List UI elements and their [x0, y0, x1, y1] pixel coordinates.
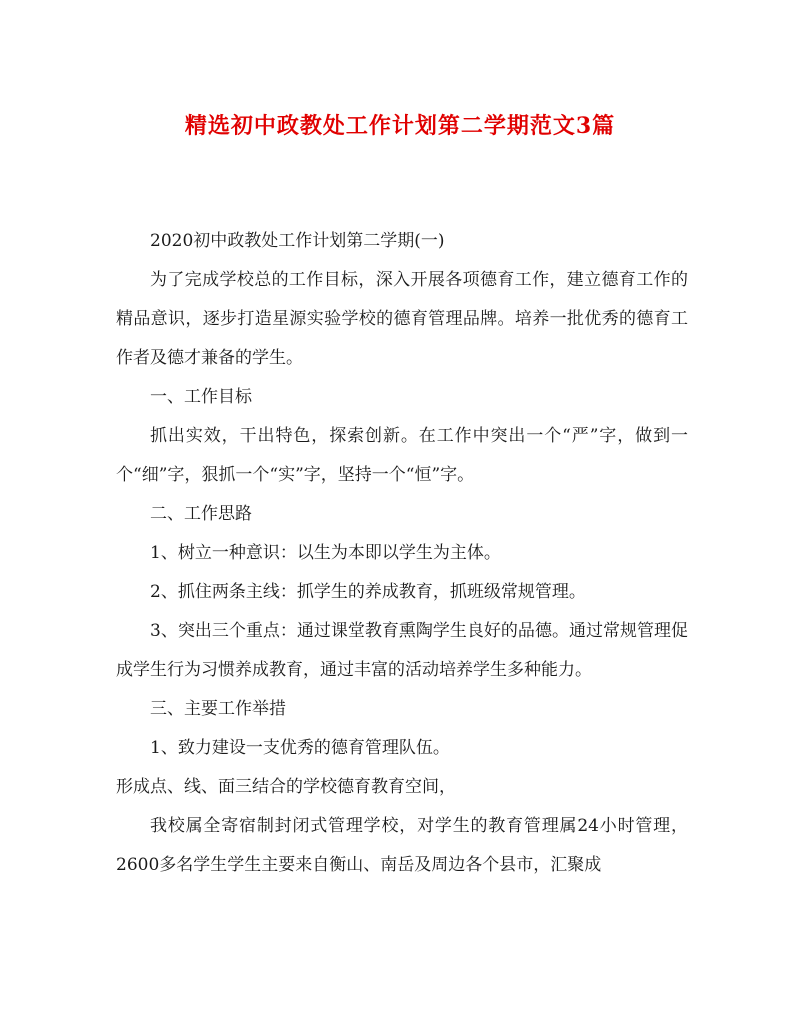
paragraph-subtitle: 2020初中政教处工作计划第二学期(一)	[150, 231, 445, 251]
document-title: 精选初中政教处工作计划第二学期范文3篇	[184, 113, 616, 139]
section-heading-goals: 一、工作目标	[150, 387, 252, 407]
document-body	[116, 222, 688, 885]
paragraph-approach-1: 1、树立一种意识：以生为本即以学生为主体。	[150, 543, 501, 563]
section-heading-measures: 三、主要工作举措	[150, 699, 286, 719]
paragraph-school-intro: 我校属全寄宿制封闭式管理学校，对学生的教育管理属24小时管理，2600多名学生学生主要来自衡山、南岳及周边各个县市，汇聚成	[116, 816, 688, 875]
paragraph-measures-space: 形成点、线、面三结合的学校德育教育空间，	[116, 777, 456, 797]
section-heading-approach: 二、工作思路	[150, 504, 252, 524]
paragraph-approach-3: 3、突出三个重点：通过课堂教育熏陶学生良好的品德。通过常规管理促成学生行为习惯养成教育，通过丰富的活动培养学生多种能力。	[116, 621, 688, 680]
paragraph-measures-1: 1、致力建设一支优秀的德育管理队伍。	[150, 738, 450, 758]
paragraph-intro: 为了完成学校总的工作目标，深入开展各项德育工作，建立德育工作的精品意识，逐步打造星源实验学校的德育管理品牌。培养一批优秀的德育工作者及德才兼备的学生。	[116, 270, 688, 368]
paragraph-approach-2: 2、抓住两条主线：抓学生的养成教育，抓班级常规管理。	[150, 582, 586, 602]
paragraph-goals: 抓出实效，干出特色，探索创新。在工作中突出一个“严”字，做到一个“细”字，狠抓一个“实”字，坚持一个“恒”字。	[116, 426, 688, 485]
